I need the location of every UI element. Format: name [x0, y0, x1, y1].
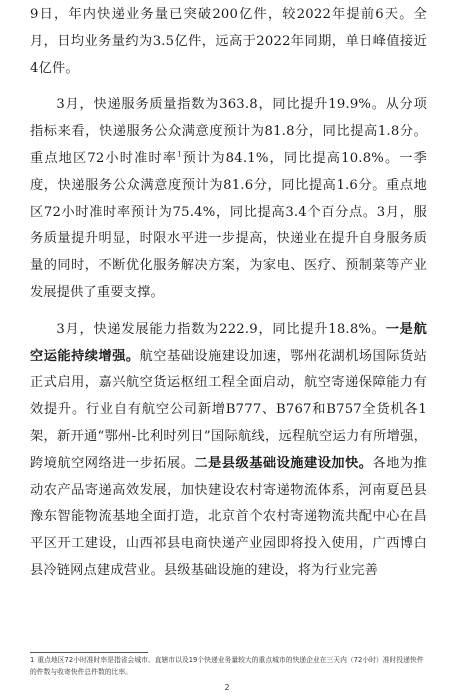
paragraph-service-quality [30, 92, 427, 306]
capacity-point-county-text: 各地为推动农产品寄递高效发展，加快建设农村寄递物流体系，河南夏邑县豫东智能物流基地全面打造，北京首个农村寄递物流共配中心在昌平区开工建设，山西祁县电商快递产业园即将投入使用，广西博白县冷链网点建成营业。县级基础设施的建设，将为行业完善 [30, 455, 427, 578]
footnote [30, 655, 427, 678]
capacity-point-air-text: 航空基础设施建设加速，鄂州花湖机场国际货站正式启用，嘉兴航空货运枢纽工程全面启动，航空寄递保障能力有效提升。行业自有航空公司新增B777、B767和B757全货机各1架，新开通“鄂州-比利时列日”国际航线，远程航空运力有所增强，跨境航空网络进一步拓展。 [30, 348, 427, 471]
document-body [30, 2, 427, 585]
footnote-mark: 1 [30, 656, 35, 664]
footnote-reference[interactable]: 1 [177, 150, 182, 159]
capacity-point-county-heading: 二是县级基础设施建设加快。 [194, 455, 373, 471]
footnote-text: 重点地区72小时准时率是指省会城市、直辖市以及19个快递业务量较大的重点城市的快递企业在三天内（72小时）准时投递快件的件数与收寄快件总件数的比率。 [30, 656, 424, 676]
capacity-point-air-heading: 一是航空运能持续增强。 [30, 321, 427, 364]
quality-text-part1: 3月，快递服务质量指数为363.8，同比提升19.9%。从分项指标来看，快递服务公众满意度预计为81.8分，同比提高1.8分。重点地区72小时准时率 [30, 97, 427, 166]
capacity-intro: 3月，快递发展能力指数为222.9，同比提升18.8%。 [56, 321, 386, 337]
footnote-divider [30, 652, 148, 653]
page-number: 2 [224, 683, 230, 692]
paragraph-volume-continuation: 9日，年内快递业务量已突破200亿件，较2022年提前6天。全月，日均业务量约为3.5亿件，远高于2022年同期，单日峰值接近4亿件。 [30, 7, 427, 76]
quality-text-part2: 预计为84.1%，同比提高10.8%。一季度，快递服务公众满意度预计为81.6分，同比提高1.6分。重点地区72小时准时率预计为75.4%，同比提高3.4个百分点。3月，服务质量提升明显，时限水平进一步提高，快递业在提升自身服务质量的同时，不断优化服务解决方案，为家电、医疗、预制菜等产业发展提供了重要支撑。 [30, 150, 427, 300]
paragraph-development-capacity [30, 317, 427, 585]
